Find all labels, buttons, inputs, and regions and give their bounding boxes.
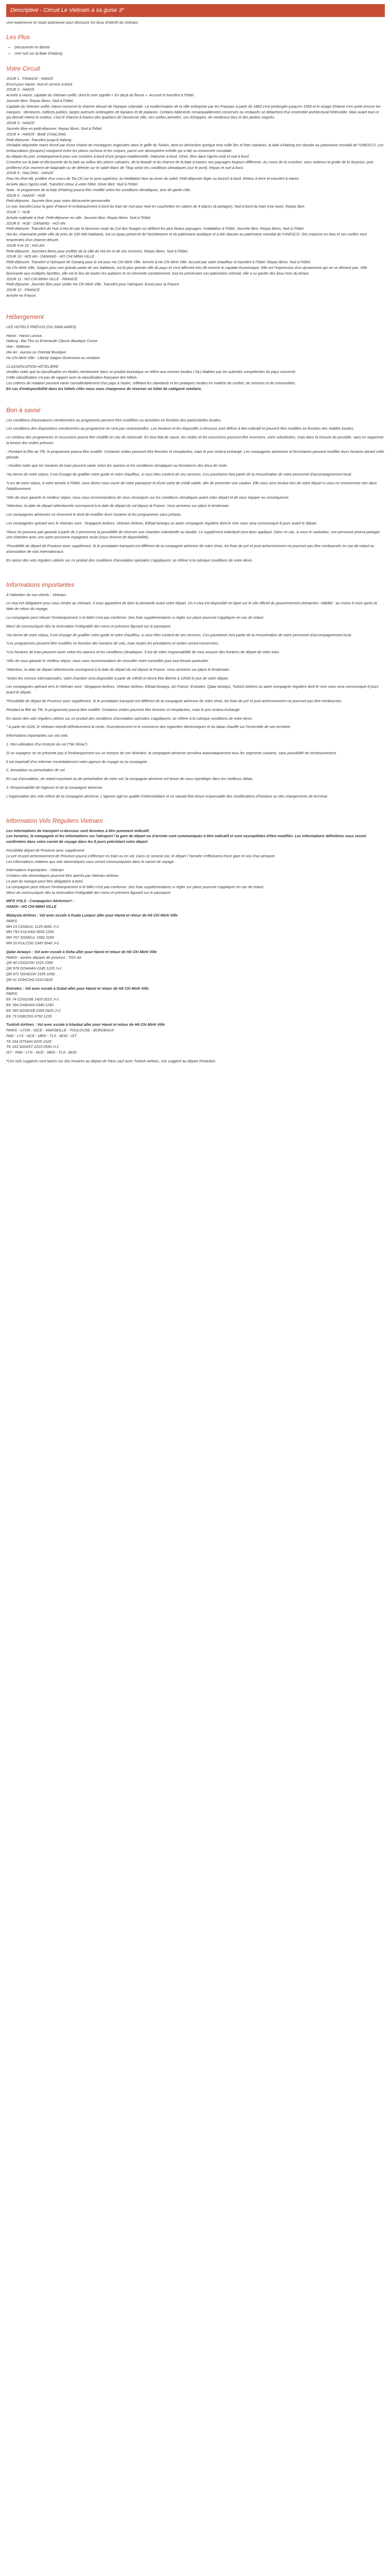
paragraph: *Possibilité de départ de Province avec supplément. Si le prestataire transport est différent de la compagnie aérienne de votre choix, les frais de pré et post acheminement ne pourront pas être remboursés en cas de retard ou d'annulation de vols internationaux. <box>6 544 374 554</box>
vols-content <box>6 828 385 1064</box>
paragraph: Les compagnies aériennes se réservent le droit de modifier leurs horaires et les programmes sans préavis. <box>6 512 182 517</box>
text-line: Journée libre en petit-déjeuner. Repas libres. Nuit à l'hôtel. <box>6 126 103 131</box>
paragraph: Les conditions d'assurances mentionnées au programme peuvent être modifiées ou annulées en fonction des particularités locales. <box>6 417 222 422</box>
paragraph: Les compagnies opérant vers le Vietnam sont : Singapore Airlines, Vietnam Airlines, Etihad Airways, Air France, Emirates, Qatar Airways, Turkish Airlines ou autre compagnie régulière dont le nom vous sera communiqué 8 jours avant le départ. <box>6 684 379 695</box>
text-line: Petit-déjeuner. Transfert à l'aéroport de Danang pour le vol pour Ho Chi Minh Ville. Arrivée à Ho Chi Minh Ville. Accueil par votre chauffeur et transfert à l'hôtel. Repas libres. Nuit à l'hôtel. <box>6 260 311 265</box>
text-line: Capitale du Vietnam unifié, Hanoï conserve le charme désuet de l'époque coloniale. La modernisation de la ville entreprise par les Français à partir de 1883 s'est prolongée jusqu'en 1954 et le visage d'Hanoï n'en porte encore les marques : demeures, édifices publics, larges avenues ombragées de banians et de platanes. Certains bâtiments remarquablement conservés ou restaurés se détachent d'un ensemble architectural hétéroclite. Mais avant tout ce qui devrait retenir le visiteur, c'est le charme à travers des quartiers de l'ancienne ville, ses ruelles animées, ses échoppes, de nombreux lacs et des jardins soignés. <box>6 104 381 120</box>
text-line: Ho Chi Minh Ville, Saigon pour une grande partie de ses habitants, est la plus grande ville du pays et s'est affirmée très tôt comme le capitale économique. Elle est l'expression d'un dynamisme qui ne se dément pas. Ville fascinante aux multiples facettes, elle est le lieu de toutes les audaces et se réinvente constamment, tout en préservant son patrimoine colonial, elle a su garder des lieux hors du temps. <box>6 265 367 276</box>
text-line: Journée libre. Repas libres. Nuit à l'hôtel. <box>6 98 74 104</box>
day-heading: JOUR 3 : HANOÏ <box>6 121 35 126</box>
text-line: Véritable labyrinthe marin formé par d'une chaîne de montagnes englouties dans le golfe du Tonkin, dont on dénombre quelque trois mille îles et îlots calcaires, la baie d'Halong est classée au patrimoine mondial de l'UNESCO. Les embarcations (jonques) naviguent entre les pitons rocheux et les criques, parmi une atmosphère irréelle qui a fait sa renommée mondiale. <box>6 143 384 154</box>
text-line: Croisière sur la baie et découverte de la baie au milieu des pitons calcaires, de la beauté et du charme de la baie à travers ses paysages toujours différents. Au cours de la croisière, vous visiterez la grotte de la Surprise, puis profiterez d'un moment de baignade ou de détente sur le sable blanc de Titop selon les conditions climatiques (sur le pont). Repas et nuit à bord. <box>6 159 374 170</box>
text-line: Possibilité départ de Province avec supplément. <box>6 848 86 853</box>
text-line: Petit-déjeuner. Journée libre pour visiter Ho Chi Minh Ville. Transfert pour l'aéroport. Envol pour la France. <box>6 282 180 287</box>
day-heading: JOUR 6 : HANOÏ - HUE <box>6 193 45 198</box>
list-item: • Découverte en liberté <box>14 45 385 50</box>
airline-line: Qatar Airways : Vol avec escale à Doha aller pour Hanoï et retour de Hô Chi Minh Ville <box>6 949 157 954</box>
text-line: Petit-déjeuner. Journée libre pour votre découverte personnelle. <box>6 198 111 204</box>
day-heading: JOUR 2 : HANOÏ <box>6 87 35 92</box>
paragraph: *Au terme de votre séjour, il est d'usage de gratifier votre guide et votre chauffeur, si vous êtes content de ses services. Ces pourboires font partie de la rémunération de votre personnel d'accompagnement local. <box>6 632 352 637</box>
hotel-line: Halong : Bai Tho ou Emeraude Classic Boutique Cruise <box>6 338 97 344</box>
paragraph: *Les horaires de train peuvent varier selon les saisons et les conditions climatiques. Il est de votre responsabilité de vous assurer des horaires de départ de votre train. <box>6 650 280 655</box>
paragraph: Merci de communiquer dès la réservation l'intégralité des noms et prénoms figurant sur le passeport. <box>6 623 172 629</box>
subheading: CLASSIFICATION HÔTELIÈRE <box>6 364 59 369</box>
flight-line: QR 40 CDGDOH 1515 2345 <box>6 960 53 965</box>
paragraph: *Afin de vous garantir le meilleur séjour, nous vous recommandons de vous renseigner sur les conditions climatiques avant votre départ et de vous équiper en conséquence. <box>6 495 290 500</box>
flight-line: IST - PAR - LYS - NCE - MRS - TLS - BOD <box>6 1050 77 1055</box>
flight-line: QR 41 DOHCDG 0110 0620 <box>6 977 53 982</box>
paragraph: - Veuillez noter que les horaires de train peuvent varier selon les saisons et les conditions climatiques ou fermetures des lieux de visite. <box>6 463 228 468</box>
paragraph: *Selon les normes internationales, votre chambre sera disponible à partir de 14h00 et devra être libérée à 12h00 le jour de votre départ. <box>6 675 229 681</box>
paragraph: En raison des vols réguliers utilisés sur ce produit des conditions d'annulation spéciales s'appliquent, se référer à la rubrique conditions de votre devis. <box>6 716 253 721</box>
section-title-circuit: Votre Circuit <box>6 64 40 72</box>
day-heading: JOUR 4 : HANOÏ - BAIE D'HALONG <box>6 131 66 137</box>
circuit-content <box>6 76 385 299</box>
text-line: La compagnie peut refuser l'embarquement si le billet n'est pas conforme. Des frais supplémentaires si régler sur place pourront s'appliquer en cas de retard. <box>6 884 264 889</box>
flight-line: MH 767 SGNKUL 1900 2200 <box>6 935 54 940</box>
text-line: Petit-déjeuner. Journées libres pour profiter de la ville de Hoi An et de ses environs. Repas libres. Nuit à l'hôtel. <box>6 248 188 253</box>
flight-line: MH 792 KULHAN 0930 1200 <box>6 929 54 935</box>
text-line: Hoi An, charmante petite ville de près de 100 000 habitants, est un joyau préservé de l'architecture et du patrimoine asiatique et a été classée au patrimoine mondial de l'UNESCO. Ses maisons en bois et ses ruelles sont empreintes d'un charme désuet. <box>6 232 367 242</box>
text-line: Envol pour Hanoï. Nuit et service à bord. <box>6 81 73 87</box>
text-line: Les informations de transport ci-dessous sont données à titre purement indicatif. <box>6 828 150 833</box>
text-line: INFO VOLS - Compagnies Aériennes* : <box>6 899 74 904</box>
text-line: Informations importantes - Vietnam <box>6 868 64 873</box>
day-heading: JOUR 12 : FRANCE <box>6 287 40 293</box>
informations-content <box>6 592 385 800</box>
flight-line: PARIS <box>6 991 18 996</box>
section-title-hebergement: Hébergement <box>6 313 44 320</box>
day-heading: JOUR 10 : HOI AN - DANANG - HO CHI MINH VILLE <box>6 254 94 259</box>
paragraph: L'organisation des vols relève de la compagnie aérienne. L'agence agit en qualité d'intermédiaire et ne saurait être tenue responsable des modifications d'horaires ou des changements de terminal. <box>6 793 328 799</box>
day-heading: JOUR 9 et 10 : HOI AN <box>6 243 45 248</box>
day-heading: JOUR 5 : HALONG - HANOÏ <box>6 171 54 176</box>
flight-line: TK 163 SGNIST 2215 0530 J+1 <box>6 1044 59 1049</box>
paragraph: En raison des vols réguliers utilisés sur ce produit des conditions d'annulation spéciales s'appliquent, se référer à la rubrique conditions de votre devis. <box>6 557 253 563</box>
text-line: Arrivée matinale à Hué. Petit-déjeuner en ville. Journée libre. Repas libres. Nuit à l'hôtel. <box>6 215 152 220</box>
paragraph: À l'attention de nos clients - Vietnam <box>6 592 66 597</box>
paragraph: 1. Non-utilisation d'un tronçon du vol ("No Show") <box>6 742 88 747</box>
paragraph: Si un voyageur ne se présente pas à l'embarquement sur un tronçon de son itinéraire, la compagnie aérienne annulera automatiquement tous les segments suivants, sans possibilité de remboursement. <box>6 750 337 755</box>
flight-line: QR 978 DOHHAN 0145 1225 J+1 <box>6 966 62 971</box>
text-line: Le pré et post acheminement de Province pourra s'effectuer en train ou en vol. Dans ce second cas, le départ / l'arrivée s'effectuera d'une gare et non d'un aéroport. <box>6 853 276 858</box>
section-title-vols: Information Vols Réguliers Vietnam <box>6 817 103 824</box>
text-line: Arrivée à Hanoï, capitale du Vietnam unifié, dont le nom signifie « En deçà du fleuve ». Accueil et transfert à l'hôtel. <box>6 93 195 98</box>
flight-line: PARIS - LYON - NICE - MARSEILLE - TOULOUSE - BORDEAUX <box>6 1028 115 1033</box>
airline-line: Malaysia Airlines : Vol avec escale à Kuala Lumpur aller pour Hanoï et retour de Hô Chi Minh Ville <box>6 912 178 918</box>
hotel-line: Hanoï : Hanoï Larosa <box>6 333 42 338</box>
les-plus-list <box>14 45 385 57</box>
paragraph: - Pendant la fête du Têt, le programme pourra être modifié. Certaines visites pourront être fermées et remplacées, mais le prix restera inchangé. Les compagnies aériennes et ferroviaires peuvent modifier leurs horaires durant cette période. <box>6 449 384 460</box>
section-title-bon-a-savoir: Bon à savoir <box>6 406 41 414</box>
text-line: Au départ du port, embarquement pour une croisière à bord d'une jonque traditionnelle. Déjeuner à bord. Dîner, libre dans l'après-midi et nuit à bord. <box>6 154 250 159</box>
paragraph: *Possibilité de départ de Province avec supplément. Si le prestataire transport est différent de la compagnie aérienne de votre choix, les frais de pré et post acheminement ne pourront pas être remboursés. <box>6 699 343 704</box>
text-line: Merci de communiquer dès la réservation l'intégralité des noms et prénoms figurant sur le passeport. <box>6 890 172 895</box>
text-line: En cas d'indisponibilité dans les hôtels cités nous vous chargerons de réserver un hôtel de catégorie similaire. <box>6 386 202 391</box>
paragraph: Pendant la fête du Têt, le programme pourra être modifié. Certaines visites pourront être fermées et remplacées, mais le prix restera inchangé. <box>6 707 241 712</box>
text-line: Cette classification n'a pas de rapport avec la classification française des hôtels. <box>6 375 138 380</box>
flight-line: MH 20 KULCDG 2345 0640 J+1 <box>6 940 59 945</box>
flight-line: PARIS <box>6 918 18 923</box>
paragraph: En cas d'annulation, de retard important ou de perturbation de votre vol, la compagnie aérienne est tenue de vous reprotéger dans les meilleurs délais. <box>6 776 254 782</box>
text-line: Arrivée en France. <box>6 293 37 298</box>
text-line: Le port du masque peut être obligatoire à bord. <box>6 878 84 884</box>
text-line: Les horaires, la compagnie et les informations sur l'aéroport / la gare de départ ou d'arrivée sont communiqués à titre indicatif et sont susceptibles d'être modifiés. Les informations définitives vous seront confirmées dans votre carnet de voyage dans les 8 jours précédant votre départ. <box>6 834 366 844</box>
flight-line: TK 164 ISTHAN 0225 1525 <box>6 1039 52 1044</box>
paragraph: Il est impératif d'en informer immédiatement votre agence de voyage ou la compagnie. <box>6 759 149 764</box>
paragraph: Informations importantes sur vos vols <box>6 733 68 738</box>
flight-line: EK 73 DXBCDG 0750 1235 <box>6 1013 52 1019</box>
text-line: Certains vols domestiques pourront être opérés par Vietnam Airlines. <box>6 873 120 878</box>
paragraph: Le visa est obligatoire pour vous rendre au Vietnam. Il vous appartient de faire la demande avant votre départ. Un e-visa est disponible en ligne sur le site officiel du gouvernement vietnamien. Validité : au moins 6 mois après la date de retour du voyage. <box>6 601 377 612</box>
flight-line: MH 23 CDGKUL 1125 0650 J+1 <box>6 924 59 929</box>
hotel-line: Hoi An : Aurora ou Oriental Boutique <box>6 349 67 354</box>
paragraph: * A partir de 2026, le Vietnam interdit définitivement la vente, l'investissement et le commerce des cigarettes électroniques et du tabac chauffé sur l'ensemble de son territoire. <box>6 724 291 730</box>
text-line: Pour les lève-tôt, profitez d'un cours de Tai Chi sur le pont supérieur, la méditation face au lever du soleil. Petit-déjeuner léger ou brunch à bord. Retour à terre et transfert à Hanoï. <box>6 176 300 181</box>
day-heading: JOUR 8 : HUE - DANANG - HOI AN <box>6 221 66 226</box>
list-item: • Une nuit sur la Baie d'Halong <box>14 51 385 57</box>
flight-line: QR 971 SGNDOH 1935 2250 <box>6 971 55 976</box>
day-heading: JOUR 1 : FRANCE - HANOÏ <box>6 76 53 81</box>
airline-line: Turkish Airlines : Vol avec escale à Istanbul aller pour Hanoï et retour de Hô Chi Minh Ville <box>6 1022 165 1027</box>
text-line: Petit-déjeuner. Transfert jusqu'à Halong. <box>6 137 73 142</box>
paragraph: *Nous ne pouvons pas garantir à partir de 2 personnes la possibilité de réserver une chambre individuelle ou double. Le supplément individuel sera alors appliqué. Dans ce cas, si vous le souhaitez, une personne pourra partager une chambre avec une autre personne voyageant seule (sous réserve de disponibilité). <box>6 529 380 540</box>
footnote: *Ces vols suggérés sont basés sur des horaires au départ de Paris sauf avec Turkish Airlines, voir suggéré au départ d'Istanbul. <box>6 1059 216 1064</box>
paragraph: Les conditions des dispositions mentionnées au programme ne sont pas contractuelles. Les horaires et les dispositifs ci-dessous sont définis à titre indicatif et peuvent être modifiés en fonction des réalités locales. <box>6 426 354 431</box>
day-heading: JOUR 11 : HO CHI MINH VILLE - FRANCE <box>6 276 78 281</box>
paragraph: *Afin de vous garantir le meilleur séjour, nous vous recommandons de consulter notre conseiller pour tout besoin particulier. <box>6 658 209 664</box>
paragraph: *Lors de votre séjour, à votre arrivée à l'hôtel, vous devez vous munir de votre passeport et d'une carte de crédit valide, afin de présenter une caution. Elle vous sera rendue lors de votre départ si vous ne consommez rien dans l'établissement. <box>6 480 377 491</box>
hotel-line: Hue : Midtown <box>6 344 30 349</box>
paragraph: 3. Responsabilité de l'agence et de la compagnie aérienne <box>6 785 103 790</box>
flight-line: EK 74 CDGDXB 1425 0015 J+1 <box>6 997 59 1002</box>
day-heading: JOUR 7 : HUE <box>6 210 30 215</box>
page-banner: Descriptive - Circuit Le Vietnam à sa guise 3* <box>6 4 385 17</box>
paragraph: Le contenu des programmes et excursions pourra être modifié en cas de nécessité. En tout état de cause, les visites et les excursions pourront être inversées, voire substituées, mais dans la mesure du possible, sans en supprimer la teneur des visites prévues. <box>6 435 384 445</box>
paragraph: *Au terme de votre séjour, il est d'usage de gratifier votre guide et votre chauffeur, si vous êtes content de ses services. Ces pourboires font partie de la rémunération de votre personnel d'accompagnement local. <box>6 472 352 477</box>
text-line: Veuillez noter que la classification en étoiles mentionnée dans ce produit touristique se réfère aux normes locales ( NL) établies par les autorités compétentes du pays concerné. <box>6 369 297 375</box>
flight-line: EK 394 DXBHAN 0340 1240 <box>6 1002 54 1007</box>
text-line: Les informations relatives aux vols domestiques vous seront communiquées dans le carnet de voyage. <box>6 859 175 864</box>
text-line: Petit-déjeuner. Transfert de Hué à Hoi An par la fameuse route du Col des Nuages où défilent les plus beaux paysages. Installation à l'hôtel. Journée libre. Repas libres. Nuit à l'hôtel. <box>6 226 304 231</box>
text-line: Le soir, transfert pour la gare d'Hanoï et embarquement à bord du train de nuit pour Hué en couchettes en cabine de 4 places (à partager). Nuit à bord du train (non luxe). Repas libre. <box>6 204 305 209</box>
paragraph: Les compagnies opérant vers le Vietnam sont : Singapore Airlines, Vietnam Airlines, Etihad Airways ou autre compagnie régulière dont le nom vous sera communiqué 8 jours avant le départ. <box>6 520 318 526</box>
paragraph: *Attention, la date de départ sélectionnée correspond à la date de départ du vol depuis la France. Vous arriverez sur place le lendemain. <box>6 667 230 672</box>
intro-text: Une expérience en toute autonomie pour découvrir les lieux d'intérêt du Vietnam. <box>6 20 139 25</box>
page <box>0 0 391 1069</box>
text-line: Les critères de notation peuvent varier considérablement d'un pays à l'autre, reflétant les standards et les pratiques locales en matière de confort, de services et de commodités. <box>6 380 296 385</box>
paragraph: *Attention, la date de départ sélectionnée correspond à la date de départ du vol depuis la France. Vous arriverez sur place le lendemain. <box>6 503 230 509</box>
text-line: HANOI - HO CHI MINH VILLE <box>6 904 57 909</box>
flight-line: PARIS - durées départs de province : TGV Air <box>6 955 82 960</box>
bon-a-savoir-content <box>6 418 385 564</box>
section-title-les-plus: Les Plus <box>6 33 30 41</box>
paragraph: La compagnie peut refuser l'embarquement si le billet n'est pas conforme. Des frais supplémentaires si régler sur place pourront s'appliquer en cas de retard. <box>6 615 264 620</box>
paragraph: *Les programmes peuvent être modifiés en fonction des horaires de vols, mais toutes les prestations et visites seront conservées. <box>6 641 219 646</box>
flight-line: PAR - LYS - NCE - MRS - TLS - BOD - IST <box>6 1033 77 1038</box>
text-line: Arrivée dans l'après-midi. Transfert retour à votre hôtel. Dîner libre. Nuit à l'hôtel. <box>6 182 138 187</box>
hotel-line: Ho Chi Minh Ville : Liberty Saigon Greenview ou similaire <box>6 355 100 360</box>
paragraph: 2. Annulation ou perturbation de vol <box>6 768 65 773</box>
section-title-informations: Informations importantes <box>6 581 75 588</box>
airline-line: Emirates : Vol avec escale à Dubaï aller pour Hanoï et retour de Hô Chi Minh Ville <box>6 986 149 991</box>
subheading: LES HOTELS PRÉVUS (OU SIMILAIRES) <box>6 324 76 329</box>
flight-line: EK 393 SGNDXB 2305 0425 J+1 <box>6 1008 61 1013</box>
text-line: Nota : le programme de la baie d'Halong pourra être modifié selon les conditions climatiques, avis de garde côte. <box>6 187 191 192</box>
hebergement-content <box>6 325 385 392</box>
